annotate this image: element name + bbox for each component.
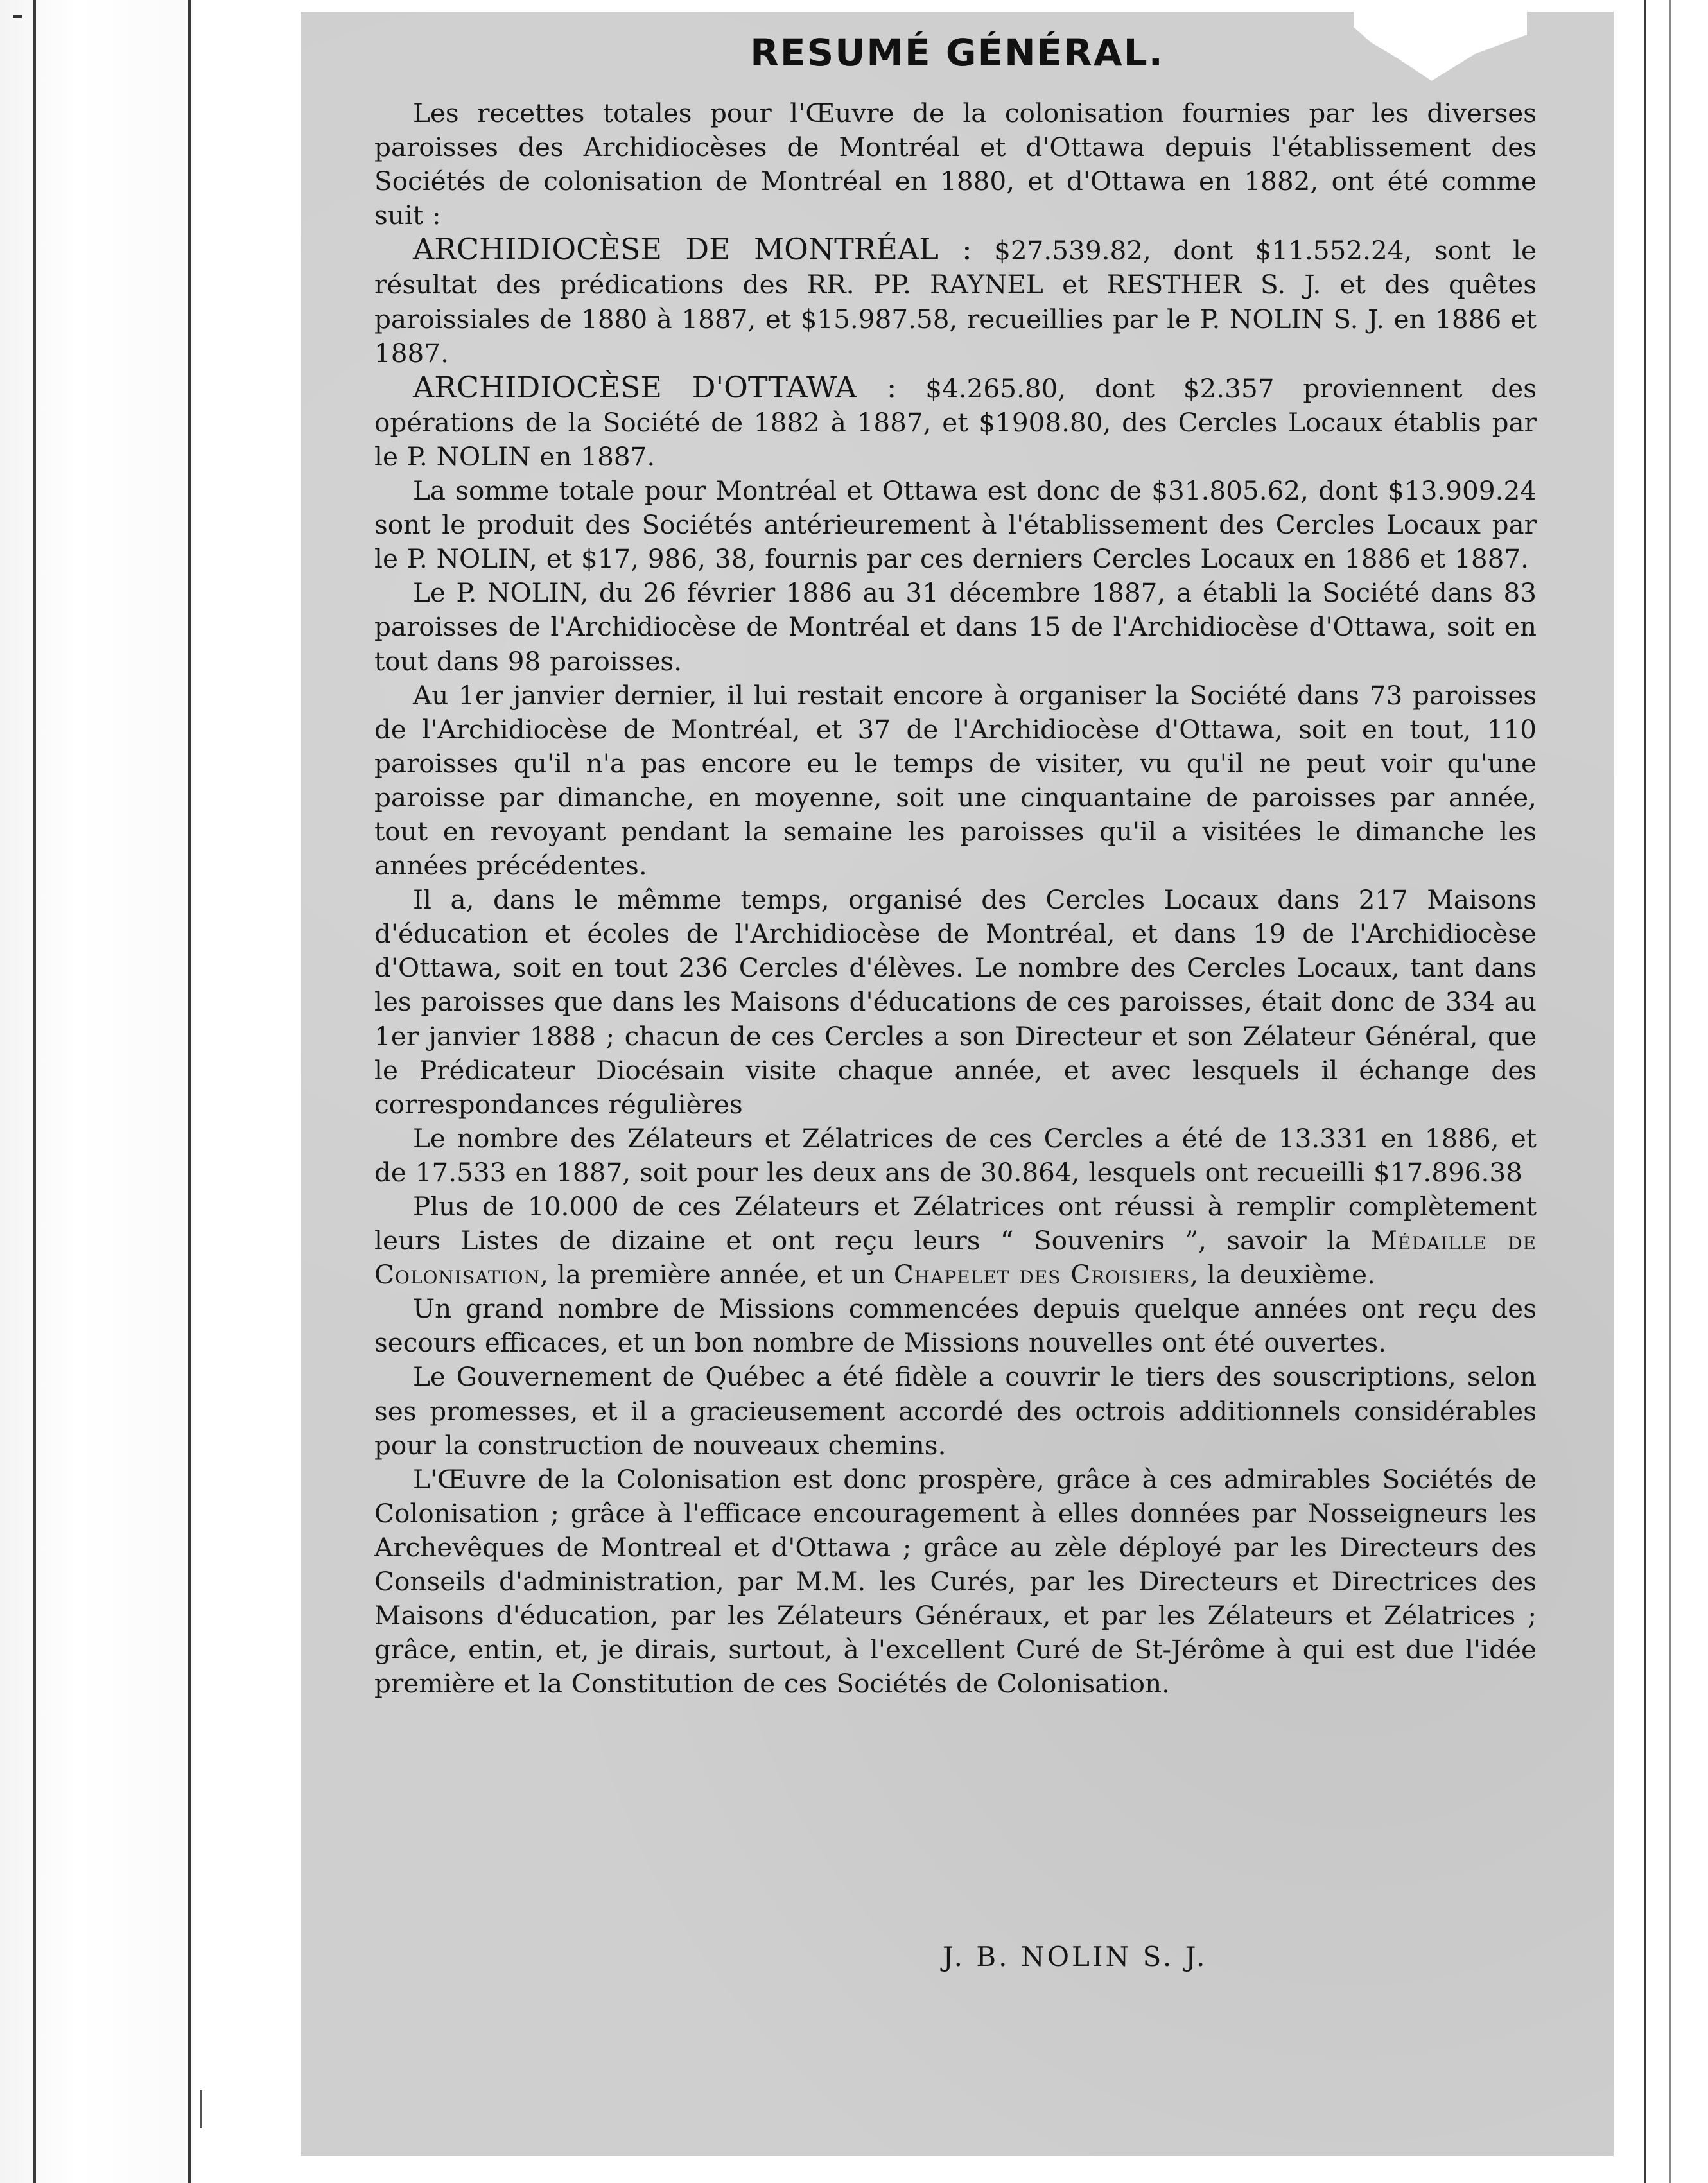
paragraph: Il a, dans le mêmme temps, organisé des Cercles Locaux dans 217 Maisons d'éducation et écoles de l'Archidiocèse de Montréal, et dans 19 de l'Archidiocèse d'Ottawa, soit en tout 236 Cercles d'élèves. Le nombre des Cercles Locaux, tant dans les paroisses que dans les Maisons d'éducations de ces paroisses, était donc de 334 au 1er janvier 1888 ; chacun de ces Cercles a son Directeur et son Zélateur Général, que le Prédicateur Diocésain visite chaque année, et avec lesquels il échange des correspondances régulières	[374, 884, 1537, 1120]
paragraph-text: Plus de 10.000 de ces Zélateurs et Zélatrices ont réussi à remplir complètement leurs Listes de dizaine et ont reçu leurs “ Souvenirs ”, savoir la	[374, 1191, 1537, 1257]
scan-mark	[200, 2090, 209, 2128]
paragraph	[374, 370, 1537, 474]
paragraph: La somme totale pour Montréal et Ottawa est donc de $31.805.62, dont $13.909.24 sont le produit des Sociétés antérieurement à l'établissement des Cercles Locaux par le P. NOLIN, et $17, 986, 38, fournis par ces derniers Cercles Locaux en 1886 et 1887.	[374, 475, 1537, 575]
paragraph: Le Gouvernement de Québec a été fidèle a couvrir le tiers des souscriptions, selon ses promesses, et il a gracieusement accordé des octrois additionnels considérables pour la construction de nouveaux chemins.	[374, 1361, 1537, 1461]
signature: J. B. NOLIN S. J.	[943, 1941, 1208, 1972]
document-page	[301, 12, 1614, 2156]
paragraph-text: , la deuxième.	[1190, 1259, 1375, 1291]
paragraph: Le nombre des Zélateurs et Zélatrices de ces Cercles a été de 13.331 en 1886, et de 17.533 en 1887, soit pour les deux ans de 30.864, lesquels ont recueilli $17.896.38	[374, 1122, 1537, 1188]
scan-border-line	[1669, 0, 1671, 2183]
adjacent-page-edge	[0, 0, 193, 2183]
document-title: RESUMÉ GÉNÉRAL.	[750, 31, 1164, 74]
paragraph: Au 1er janvier dernier, il lui restait encore à organiser la Société dans 73 paroisses de l'Archidiocèse de Montréal, et 37 de l'Archidiocèse d'Ottawa, soit en tout, 110 paroisses qu'il n'a pas encore eu le temps de visiter, vu qu'il ne peut voir qu'une paroisse par dimanche, en moyenne, soit une cinquantaine de paroisses par année, tout en revoyant pendant la semaine les paroisses qu'il a visitées le dimanche les années précédentes.	[374, 679, 1537, 882]
document-body	[374, 96, 1537, 1701]
scan-border-line	[188, 0, 191, 2183]
paragraph-text: $4.265.80, dont $2.357 proviennent des opérations de la Société de 1882 à 1887, et $1908.80, des Cercles Locaux établis par le P. NOLIN en 1887.	[374, 372, 1537, 472]
paragraph-text: , la première année, et un	[540, 1259, 894, 1291]
scan-border-line	[1644, 0, 1646, 2183]
scan-mark	[13, 15, 22, 18]
paragraph	[374, 1190, 1537, 1292]
medal-name: Médaille de Colonisation	[374, 1225, 1537, 1291]
rosary-name: Chapelet des Croisiers	[893, 1259, 1190, 1291]
paragraph: Le P. NOLIN, du 26 février 1886 au 31 décembre 1887, a établi la Société dans 83 paroisses de l'Archidiocèse de Montréal et dans 15 de l'Archidiocèse d'Ottawa, soit en tout dans 98 paroisses.	[374, 577, 1537, 677]
section-heading: ARCHIDIOCÈSE DE MONTRÉAL :	[413, 232, 972, 267]
paragraph	[374, 232, 1537, 370]
section-heading: ARCHIDIOCÈSE D'OTTAWA :	[413, 369, 897, 404]
paragraph: Un grand nombre de Missions commencées depuis quelque années ont reçu des secours efficaces, et un bon nombre de Missions nouvelles ont été ouvertes.	[374, 1293, 1537, 1359]
scan-border-line	[33, 0, 36, 2183]
paragraph: Les recettes totales pour l'Œuvre de la colonisation fournies par les diverses paroisses des Archidiocèses de Montréal et d'Ottawa depuis l'établissement des Sociétés de colonisation de Montréal en 1880, et d'Ottawa en 1882, ont été comme suit :	[374, 98, 1537, 231]
paragraph: L'Œuvre de la Colonisation est donc prospère, grâce à ces admirables Sociétés de Colonisation ; grâce à l'efficace encouragement à elles données par Nosseigneurs les Archevêques de Montreal et d'Ottawa ; grâce au zèle déployé par les Directeurs des Conseils d'administration, par M.M. les Curés, par les Directeurs et Directrices des Maisons d'éducation, par les Zélateurs Généraux, et par les Zélateurs et Zélatrices ; grâce, entin, et, je dirais, surtout, à l'excellent Curé de St-Jérôme à qui est due l'idée première et la Constitution de ces Sociétés de Colonisation.	[374, 1463, 1537, 1700]
paragraph-text: $27.539.82, dont $11.552.24, sont le résultat des prédications des RR. PP. RAYNEL et RESTHER S. J. et des quêtes paroissiales de 1880 à 1887, et $15.987.58, recueillies par le P. NOLIN S. J. en 1886 et 1887.	[374, 235, 1537, 369]
